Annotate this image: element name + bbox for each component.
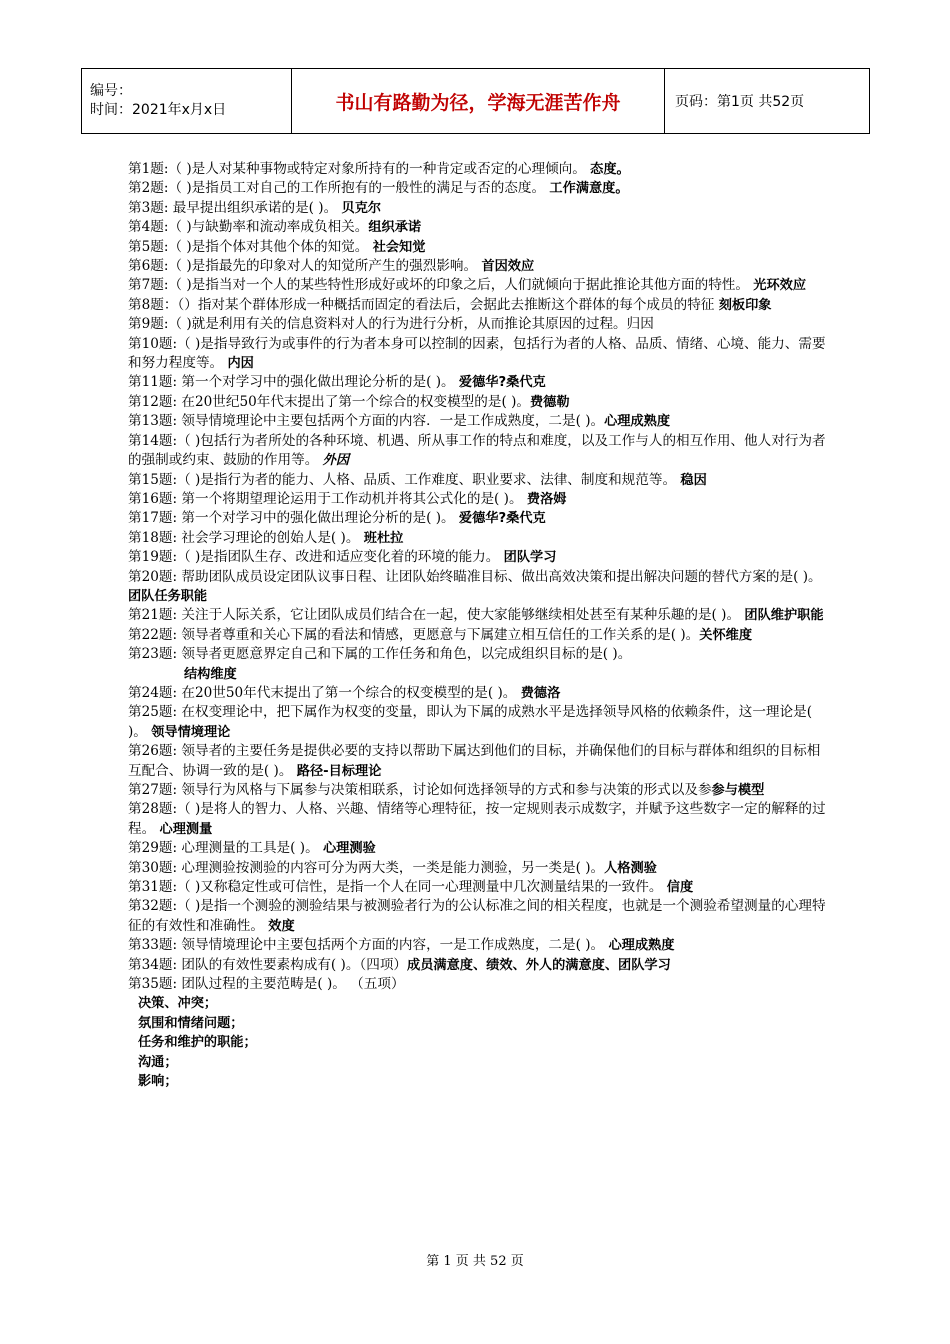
question-item xyxy=(128,684,828,703)
question-item xyxy=(128,393,828,412)
question-text: 第23题: 领导者更愿意界定自己和下属的工作任务和角色，以完成组织目标的是( )。 xyxy=(128,646,632,663)
question-answer: 心理成熟度 xyxy=(608,938,675,954)
sub-item: 影响； xyxy=(138,1074,178,1090)
question-answer: 心理测量 xyxy=(159,821,213,837)
question-item xyxy=(128,471,828,490)
question-text: 第27题: 领导行为风格与下属参与决策相联系，讨论如何选择领导的方式和参与决策的形式以及参 xyxy=(128,782,712,798)
question-item xyxy=(128,257,828,276)
question-answer: 爱德华?桑代克 xyxy=(458,511,546,527)
question-item xyxy=(128,645,828,684)
question-answer: 团队维护职能 xyxy=(744,608,824,624)
question-text: 第9题:（ )就是利用有关的信息资料对人的行为进行分析，从而推论其原因的过程。归因 xyxy=(128,316,654,333)
question-text: 第30题: 心理测验按测验的内容可分为两大类，一类是能力测验，另一类是( )。 xyxy=(128,859,605,876)
question-list xyxy=(128,160,828,1092)
question-item xyxy=(128,335,828,374)
question-item xyxy=(128,218,828,237)
number-label: 编号： xyxy=(90,83,132,99)
question-text: 第4题:（ )与缺勤率和流动率成负相关。 xyxy=(128,219,369,236)
question-answer: 费德勒 xyxy=(529,394,570,410)
question-item xyxy=(128,956,828,975)
question-item xyxy=(128,276,828,295)
question-answer: 爱德华?桑代克 xyxy=(458,375,546,391)
question-item xyxy=(128,199,828,218)
question-text: 第10题:（ )是指导致行为或事件的行为者本身可以控制的因素，包括行为者的人格、品质、情绪、心境、能力、需要和努力程度等。 xyxy=(128,335,826,372)
question-answer: 人格测验 xyxy=(604,860,657,876)
question-text: 第33题: 领导情境理论中主要包括两个方面的内容，一是工作成熟度，二是( )。 xyxy=(128,937,609,954)
question-answer: 成员满意度、绩效、外人的满意度、团队学习 xyxy=(407,957,671,973)
question-answer: 结构维度 xyxy=(184,666,237,682)
question-text: 第17题: 第一个对学习中的强化做出理论分析的是( )。 xyxy=(128,510,459,527)
question-text: 第22题: 领导者尊重和关心下属的看法和情感，更愿意与下属建立相互信任的工作关系的是( )。 xyxy=(128,626,700,643)
sub-item: 沟通； xyxy=(138,1054,178,1070)
question-answer: 费德洛 xyxy=(520,685,561,701)
question-text: 第13题: 领导情境理论中主要包括两个方面的内容．一是工作成熟度，二是( )。 xyxy=(128,413,605,430)
question-text: 第6题:（ )是指最先的印象对人的知觉所产生的强烈影响。 xyxy=(128,258,482,275)
question-text: 第15题:（ )是指行为者的能力、人格、品质、工作难度、职业要求、法律、制度和规范等。 xyxy=(128,471,681,488)
question-answer: 态度。 xyxy=(590,162,630,177)
question-item xyxy=(128,373,828,392)
question-answer: 心理成熟度 xyxy=(604,414,671,430)
question-answer: 贝克尔 xyxy=(341,200,382,216)
question-text: 第18题: 社会学习理论的创始人是( )。 xyxy=(128,529,364,546)
question-item xyxy=(128,606,828,625)
question-text: 第3题: 最早提出组织承诺的是( )。 xyxy=(128,199,342,216)
question-item xyxy=(128,936,828,955)
question-item xyxy=(128,238,828,257)
question-answer: 内因 xyxy=(227,356,254,372)
question-answer: 工作满意度。 xyxy=(549,181,629,197)
sub-item: 氛围和情绪问题； xyxy=(138,1015,244,1031)
question-text: 第7题:（ )是指当对一个人的某些特性形成好或坏的印象之后，人们就倾向于据此推论其他方面的特性。 xyxy=(128,277,754,294)
question-text: 第21题: 关注于人际关系，它让团队成员们结合在一起，使大家能够继续相处甚至有某种乐趣的是( )。 xyxy=(128,607,745,624)
question-item xyxy=(128,626,828,645)
document-header xyxy=(81,68,870,134)
question-item xyxy=(128,509,828,528)
question-text: 第16题: 第一个将期望理论运用于工作动机并将其公式化的是( )。 xyxy=(128,490,527,507)
question-item xyxy=(128,160,828,179)
question-answer: 班杜拉 xyxy=(363,530,404,546)
question-answer: 稳因 xyxy=(680,472,707,488)
question-text: 第34题: 团队的有效性要素构成有( )。（四项） xyxy=(128,956,408,973)
question-item xyxy=(128,412,828,431)
question-item xyxy=(128,742,828,781)
question-answer: 费洛姆 xyxy=(526,491,567,507)
question-text: 第8题：（）指对某个群体形成一种概括而固定的看法后，会据此去推断这个群体的每个成员的特征 xyxy=(128,296,719,313)
question-item xyxy=(128,897,828,936)
question-answer: 社会知觉 xyxy=(372,239,426,255)
question-text: 第28题:（ )是将人的智力、人格、兴趣、情绪等心理特征，按一定规则表示成数字，并赋予这些数字一定的解释的过程。 xyxy=(128,801,826,837)
question-text: 第29题: 心理测量的工具是( )。 xyxy=(128,840,323,857)
question-text: 第12题: 在20世纪50年代末提出了第一个综合的权变模型的是( )。 xyxy=(128,393,530,410)
sub-item: 决策、冲突； xyxy=(138,996,218,1012)
question-item xyxy=(128,296,828,315)
question-item xyxy=(128,548,828,567)
question-text: 第5题:（ )是指个体对其他个体的知觉。 xyxy=(128,238,373,255)
question-item xyxy=(128,432,828,471)
question-text: 第2题:（ )是指员工对自己的工作所抱有的一般性的满足与否的态度。 xyxy=(128,180,550,197)
question-answer: 光环效应 xyxy=(753,278,807,294)
question-answer: 首因效应 xyxy=(481,259,535,275)
header-meta xyxy=(82,69,292,134)
question-answer: 团队任务职能 xyxy=(128,588,208,604)
header-page-info: 页码：第1页 共52页 xyxy=(665,69,870,134)
question-text: 第20题: 帮助团队成员设定团队议事日程、让团队始终瞄准目标、做出高效决策和提出解决问题的替代方案的是( )。 xyxy=(128,568,822,585)
question-text: 第25题: 在权变理论中，把下属作为权变的变量，即认为下属的成熟水平是选择领导风格的依赖条件，这一理论是( )。 xyxy=(128,704,812,740)
question-item xyxy=(128,839,828,858)
question-answer: 效度 xyxy=(268,918,295,934)
question-text: 第11题: 第一个对学习中的强化做出理论分析的是( )。 xyxy=(128,374,459,391)
page-footer: 第 1 页 共 52 页 xyxy=(426,1254,524,1269)
question-answer: 关怀维度 xyxy=(699,627,753,643)
question-item xyxy=(128,529,828,548)
question-answer: 刻板印象 xyxy=(718,297,772,313)
question-item xyxy=(128,568,828,607)
question-text: 第24题: 在20世50年代末提出了第一个综合的权变模型的是( )。 xyxy=(128,684,521,701)
sub-item: 任务和维护的职能； xyxy=(138,1035,257,1051)
question-answer: 外因 xyxy=(322,453,350,469)
question-text: 第31题:（ )又称稳定性或可信性，是指一个人在同一心理测量中几次测量结果的一致件。 xyxy=(128,879,667,896)
question-answer: 参与模型 xyxy=(711,783,765,798)
question-item xyxy=(128,975,828,994)
question-answer: 领导情境理论 xyxy=(151,724,231,740)
questions-container xyxy=(128,160,828,994)
sub-items-list xyxy=(128,994,828,1091)
question-item xyxy=(128,315,828,334)
question-item xyxy=(128,490,828,509)
question-item xyxy=(128,703,828,742)
question-text: 第14题:（ )包括行为者所处的各种环境、机遇、所从事工作的特点和难度，以及工作与人的相互作用、他人对行为者的强制或约束、鼓励的作用等。 xyxy=(128,432,826,469)
question-answer: 心理测验 xyxy=(322,841,376,857)
time-label: 时间：2021年x月x日 xyxy=(90,102,227,118)
question-item xyxy=(128,179,828,198)
question-text: 第26题: 领导者的主要任务是提供必要的支持以帮助下属达到他们的目标，并确保他们的目标与群体和组织的目标相互配合、协调一致的是( )。 xyxy=(128,743,821,779)
question-answer: 路径-目标理论 xyxy=(296,763,382,779)
question-item xyxy=(128,800,828,839)
question-text: 第35题: 团队过程的主要范畴是( )。 （五项） xyxy=(128,976,405,993)
question-item xyxy=(128,859,828,878)
question-answer: 信度 xyxy=(666,880,694,896)
question-answer: 团队学习 xyxy=(503,550,557,566)
question-text: 第1题:（ )是人对某种事物或特定对象所持有的一种肯定或否定的心理倾向。 xyxy=(128,161,591,177)
question-text: 第32题:（ )是指一个测验的测验结果与被测验者行为的公认标准之间的相关程度，也就是一个测验希望测量的心理特征的有效性和准确性。 xyxy=(128,898,826,934)
header-motto: 书山有路勤为径，学海无涯苦作舟 xyxy=(292,69,665,134)
question-item xyxy=(128,781,828,800)
question-text: 第19题:（ )是指团队生存、改进和适应变化着的环境的能力。 xyxy=(128,549,504,566)
question-item xyxy=(128,878,828,897)
question-answer: 组织承诺 xyxy=(368,220,422,236)
